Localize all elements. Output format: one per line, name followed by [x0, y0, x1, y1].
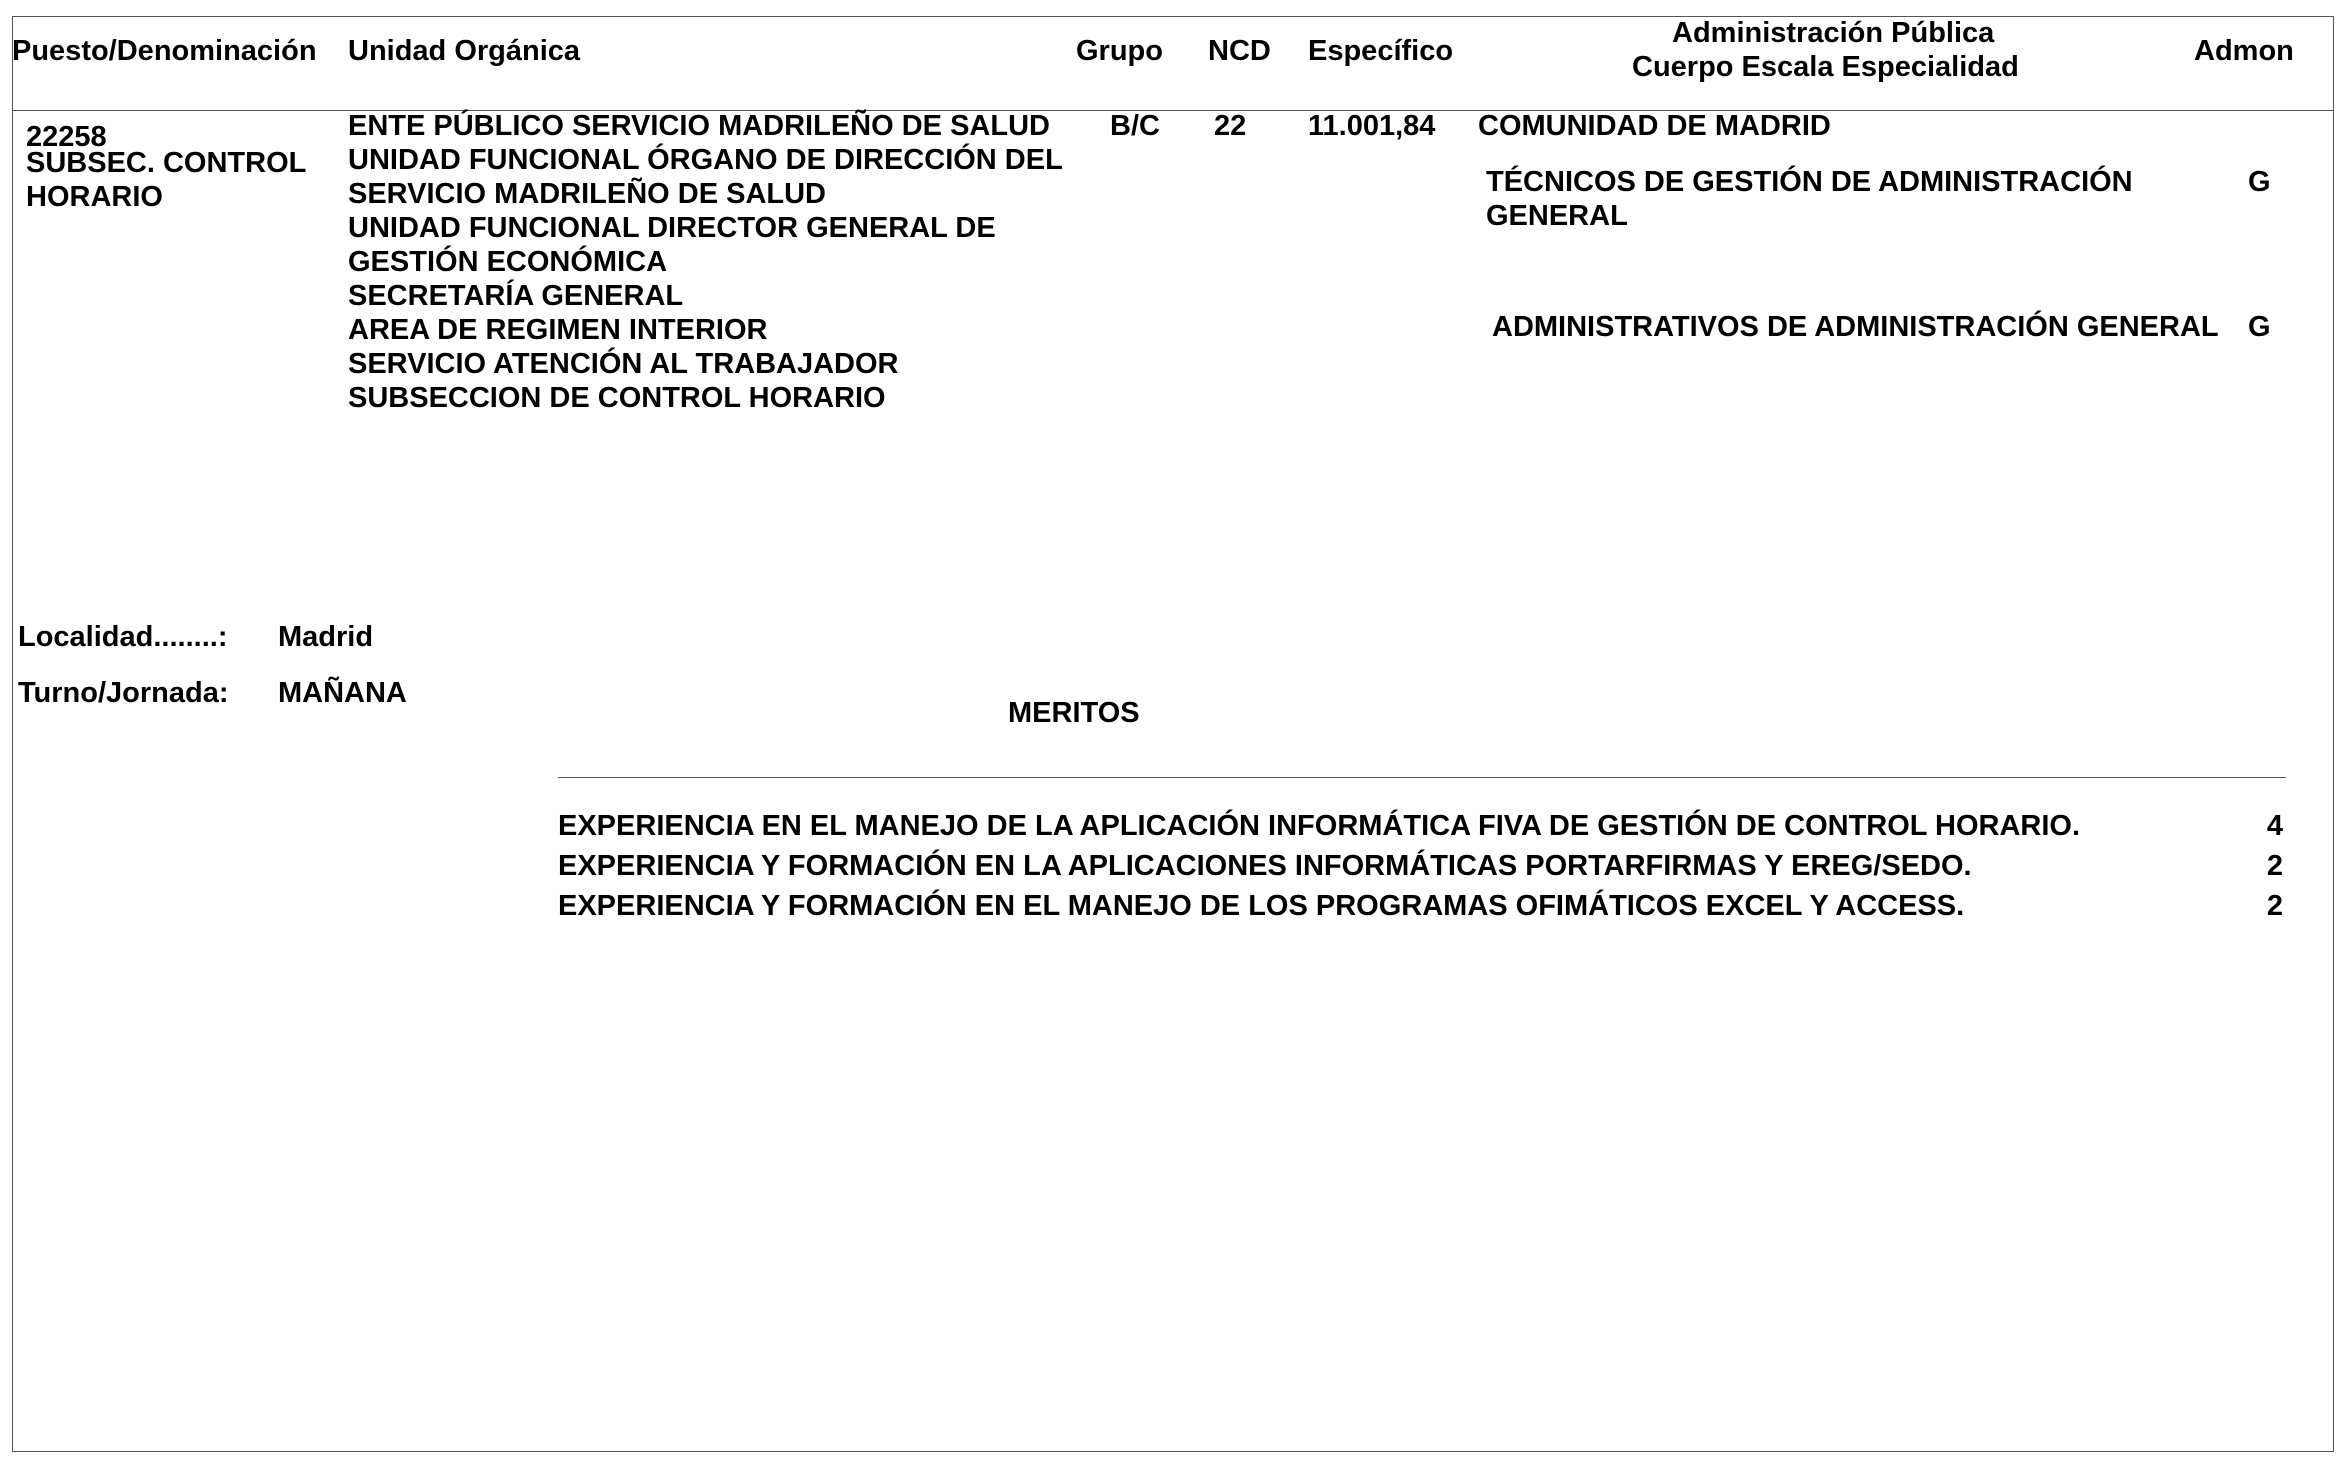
- merito-item: [558, 806, 2283, 846]
- cuerpo-1: [1486, 165, 2133, 233]
- merito-item: [558, 886, 2283, 926]
- localidad-value: Madrid: [278, 621, 374, 653]
- unidad-line: SERVICIO ATENCIÓN AL TRABAJADOR: [348, 348, 899, 380]
- header-ncd: NCD: [1208, 35, 1271, 67]
- cuerpo-2-admon: G: [2248, 311, 2271, 343]
- position-administracion: COMUNIDAD DE MADRID: [1478, 110, 1831, 142]
- header-unidad: Unidad Orgánica: [348, 35, 581, 67]
- unidad-line: SERVICIO MADRILEÑO DE SALUD: [348, 178, 827, 210]
- cuerpo-1-line: TÉCNICOS DE GESTIÓN DE ADMINISTRACIÓN: [1486, 166, 2133, 198]
- merito-item: [558, 846, 2283, 886]
- turno-label: Turno/Jornada:: [18, 677, 229, 709]
- unidad-line: AREA DE REGIMEN INTERIOR: [348, 314, 768, 346]
- cuerpo-1-line: GENERAL: [1486, 200, 1628, 232]
- unidad-organica: [348, 109, 1063, 415]
- unidad-line: ENTE PÚBLICO SERVICIO MADRILEÑO DE SALUD: [348, 110, 1050, 142]
- position-name-line: SUBSEC. CONTROL: [26, 147, 307, 179]
- header-admin-publica: Administración Pública: [1672, 17, 1995, 49]
- unidad-line: SECRETARÍA GENERAL: [348, 280, 684, 312]
- turno-value: MAÑANA: [278, 677, 407, 709]
- localidad-label: Localidad........:: [18, 621, 228, 653]
- header-admon: Admon: [2194, 35, 2294, 67]
- position-ncd: 22: [1214, 110, 1247, 142]
- cuerpo-2-line: ADMINISTRATIVOS DE ADMINISTRACIÓN GENERAL: [1492, 311, 2219, 343]
- merito-text: EXPERIENCIA Y FORMACIÓN EN LA APLICACIONES INFORMÁTICAS PORTARFIRMAS Y EREG/SEDO.: [558, 850, 1972, 882]
- cuerpo-2: [1492, 310, 2219, 344]
- position-name-line: HORARIO: [26, 181, 163, 213]
- merito-text: EXPERIENCIA Y FORMACIÓN EN EL MANEJO DE LOS PROGRAMAS OFIMÁTICOS EXCEL Y ACCESS.: [558, 890, 1965, 922]
- cuerpo-1-admon: G: [2248, 166, 2271, 198]
- position-especifico: 11.001,84: [1308, 110, 1436, 142]
- meritos-divider: [558, 777, 2286, 778]
- merito-points: 4: [2266, 810, 2283, 842]
- merito-points: 2: [2266, 850, 2283, 882]
- position-code: 22258: [26, 121, 107, 153]
- header-puesto: Puesto/Denominación: [12, 35, 317, 67]
- merito-points: 2: [2266, 890, 2283, 922]
- unidad-line: SUBSECCION DE CONTROL HORARIO: [348, 382, 886, 414]
- position-grupo: B/C: [1110, 110, 1160, 142]
- header-grupo: Grupo: [1076, 35, 1163, 67]
- unidad-line: UNIDAD FUNCIONAL DIRECTOR GENERAL DE: [348, 212, 996, 244]
- merito-text: EXPERIENCIA EN EL MANEJO DE LA APLICACIÓN INFORMÁTICA FIVA DE GESTIÓN DE CONTROL HORARIO.: [558, 810, 2081, 842]
- unidad-line: GESTIÓN ECONÓMICA: [348, 246, 668, 278]
- unidad-line: UNIDAD FUNCIONAL ÓRGANO DE DIRECCIÓN DEL: [348, 144, 1063, 176]
- position-name: [26, 146, 306, 214]
- meritos-title: MERITOS: [1008, 697, 1140, 729]
- header-cuerpo-escala: Cuerpo Escala Especialidad: [1632, 51, 2019, 83]
- header-especifico: Específico: [1308, 35, 1454, 67]
